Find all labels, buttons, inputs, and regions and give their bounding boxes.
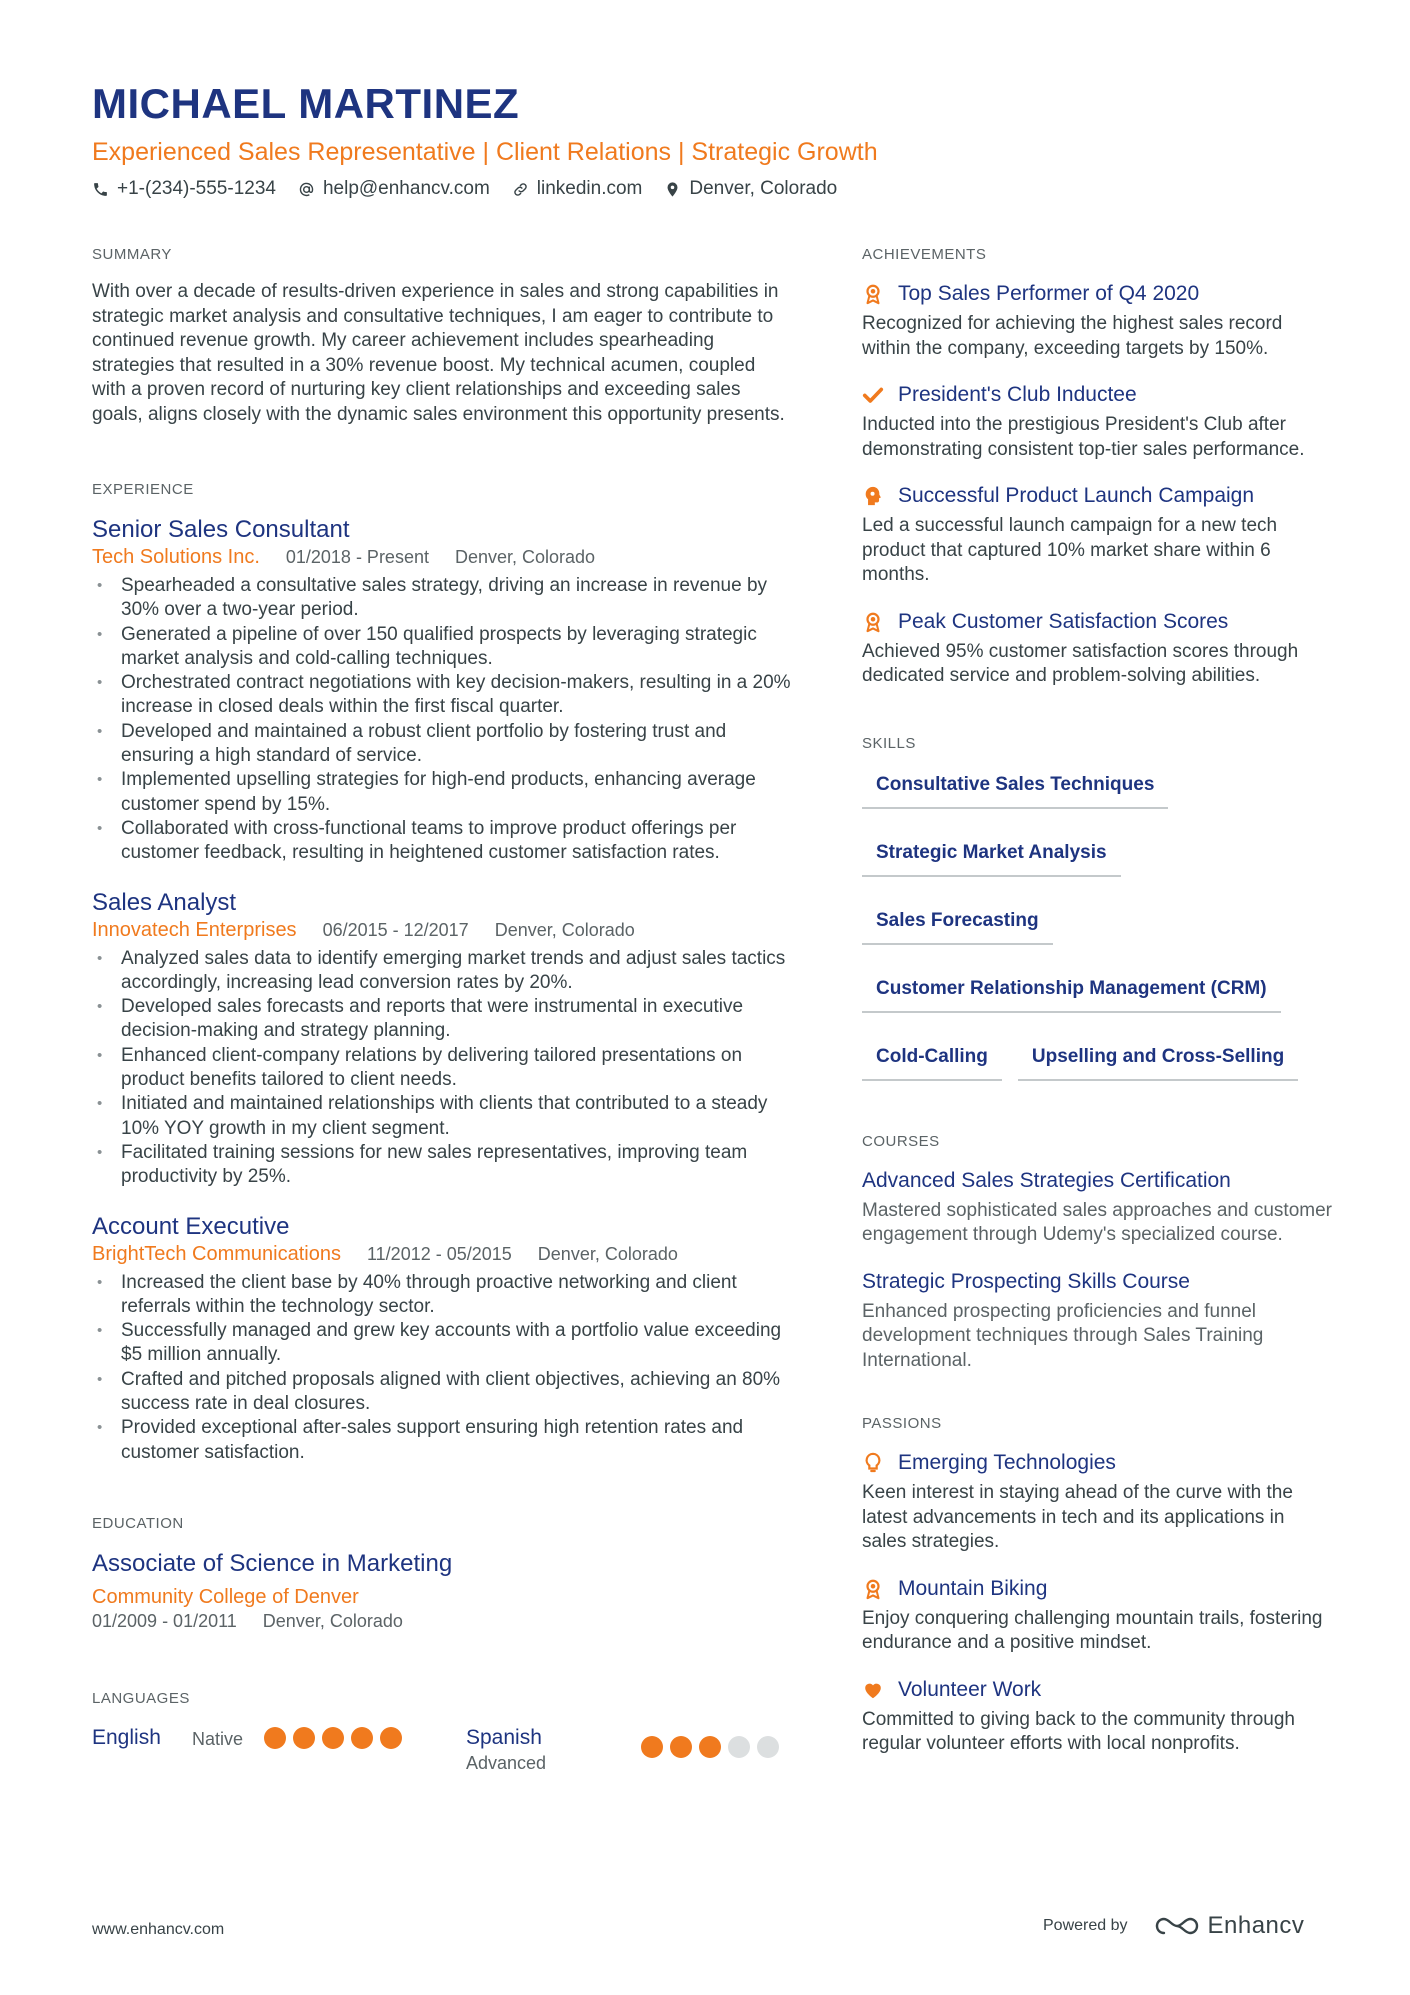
heart-icon — [862, 1679, 884, 1701]
skill-tag: Consultative Sales Techniques — [862, 769, 1168, 809]
location-pin-icon — [664, 181, 681, 198]
skill-tag: Customer Relationship Management (CRM) — [862, 973, 1281, 1013]
skill-tag: Upselling and Cross-Selling — [1018, 1041, 1298, 1081]
achievement-title: Top Sales Performer of Q4 2020 — [898, 282, 1200, 305]
skills-heading: SKILLS — [862, 734, 916, 752]
passion-desc: Keen interest in staying ahead of the curve with the latest advancements in tech and its applications in sales strategies. — [862, 1482, 1293, 1552]
contact-location — [664, 178, 837, 200]
passions-heading: PASSIONS — [862, 1415, 942, 1432]
job-bullet: • Enhanced client-company relations by delivering tailored presentations on product benefits tailored to client needs. — [92, 1044, 792, 1093]
summary-text: With over a decade of results-driven experience in sales and strong capabilities in strategic market analysis and consultative techniques, I am eager to contribute to continued revenue growth. My career achievement includes spearheading strategies that resulted in a 30% revenue boost. My technical acumen, coupled with a proven record of nurturing key client relationships and exceeding sales goals, aligns closely with the dynamic sales environment this opportunity presents. — [92, 281, 785, 425]
resume-header — [92, 78, 1332, 200]
powered-by-label: Powered by — [1043, 1917, 1128, 1934]
achievement-title-row — [862, 381, 1332, 409]
passion-item — [862, 1449, 1332, 1555]
job-bullet: • Spearheaded a consultative sales strategy, driving an increase in revenue by 30% over a two-year period. — [92, 574, 792, 623]
language-level: Advanced — [466, 1752, 547, 1773]
contact-linkedin-text: linkedin.com — [536, 178, 643, 199]
job-location: Denver, Colorado — [454, 547, 596, 567]
job-bullets — [92, 1271, 792, 1465]
passion-item — [862, 1676, 1332, 1757]
achievement-title: Peak Customer Satisfaction Scores — [898, 609, 1229, 633]
job-bullet: • Increased the client base by 40% through proactive networking and client referrals within the technology sector. — [92, 1271, 792, 1320]
course-title: Advanced Sales Strategies Certification — [862, 1168, 1231, 1192]
skill-tag: Strategic Market Analysis — [862, 837, 1121, 877]
footer-branding — [1043, 1912, 1304, 1940]
rating-dot-filled — [670, 1736, 692, 1758]
checkmark-icon — [862, 384, 884, 406]
job-bullet: • Initiated and maintained relationships with clients that contributed to a steady 10% YOY growth in my client segment. — [92, 1092, 792, 1141]
enhancv-logo[interactable] — [1154, 1912, 1305, 1940]
language-rating — [264, 1727, 402, 1749]
school-name: Community College of Denver — [92, 1585, 359, 1608]
job-company: BrightTech Communications — [92, 1242, 341, 1265]
left-column — [92, 246, 792, 1774]
candidate-name: MICHAEL MARTINEZ — [92, 80, 520, 127]
language-rating — [641, 1736, 779, 1758]
lightbulb-icon — [862, 1452, 884, 1474]
rating-dot-filled — [351, 1727, 373, 1749]
link-icon — [512, 181, 529, 198]
language-level: Native — [192, 1728, 244, 1749]
award-ribbon-icon — [862, 1578, 884, 1600]
experience-section — [92, 481, 792, 1465]
contact-bar — [92, 178, 1332, 200]
phone-icon — [92, 181, 109, 198]
achievements-section — [862, 246, 1332, 689]
job-bullet: • Crafted and pitched proposals aligned with client objectives, achieving an 80% success rate in deal closures. — [92, 1368, 792, 1417]
contact-phone[interactable] — [92, 178, 276, 200]
job-location: Denver, Colorado — [494, 919, 635, 940]
education-location: Denver, Colorado — [262, 1610, 403, 1631]
passion-title-row — [862, 1676, 1332, 1704]
contact-phone-text: +1-(234)-555-1234 — [117, 178, 276, 199]
language-name: English — [92, 1725, 161, 1749]
rating-dot-filled — [641, 1736, 663, 1758]
achievement-item — [862, 381, 1332, 462]
achievement-title-row — [862, 280, 1332, 308]
job-title: Sales Analyst — [92, 888, 237, 916]
achievement-item — [862, 608, 1332, 689]
passion-desc: Enjoy conquering challenging mountain trails, fostering endurance and a positive mindset. — [862, 1607, 1323, 1653]
courses-section — [862, 1133, 1332, 1374]
job-location: Denver, Colorado — [537, 1243, 678, 1264]
passion-title-row — [862, 1575, 1332, 1603]
job-bullets — [92, 947, 792, 1190]
summary-section — [92, 246, 792, 427]
job-bullet: • Generated a pipeline of over 150 qualified prospects by leveraging strategic market analysis and cold-calling techniques. — [92, 623, 792, 672]
summary-heading: SUMMARY — [92, 246, 172, 263]
job-dates: 01/2018 - Present — [285, 547, 429, 567]
degree-title: Associate of Science in Marketing — [92, 1549, 453, 1577]
education-heading: EDUCATION — [92, 1514, 184, 1532]
course-item — [862, 1167, 1332, 1248]
achievement-desc: Recognized for achieving the highest sales record within the company, exceeding targets by 150%. — [862, 313, 1283, 359]
rating-dot-filled — [380, 1727, 402, 1749]
job-title: Senior Sales Consultant — [92, 516, 350, 543]
achievement-desc: Inducted into the prestigious President's Club after demonstrating consistent top-tier sales performance. — [862, 414, 1305, 460]
education-meta — [92, 1610, 792, 1632]
award-ribbon-icon — [862, 283, 884, 305]
achievement-item — [862, 482, 1332, 588]
contact-email-text: help@enhancv.com — [322, 178, 490, 199]
right-column — [862, 246, 1332, 1777]
course-desc: Enhanced prospecting proficiencies and funnel development techniques through Sales Training International. — [862, 1300, 1264, 1371]
job-bullet: • Facilitated training sessions for new sales representatives, improving team productivity by 25%. — [92, 1141, 792, 1190]
contact-location-text: Denver, Colorado — [689, 178, 838, 199]
languages-row — [92, 1724, 792, 1774]
rating-dot-filled — [293, 1727, 315, 1749]
job-bullet: • Developed and maintained a robust client portfolio by fostering trust and ensuring a high standard of service. — [92, 720, 792, 769]
achievement-desc: Led a successful launch campaign for a new tech product that captured 10% market share within 6 months. — [862, 515, 1278, 585]
education-section — [92, 1515, 792, 1632]
passion-desc: Committed to giving back to the community through regular volunteer efforts with local nonprofits. — [862, 1708, 1295, 1754]
job-title: Account Executive — [92, 1212, 290, 1240]
job-entry — [92, 515, 792, 866]
job-bullet: • Provided exceptional after-sales support ensuring high retention rates and customer satisfaction. — [92, 1416, 792, 1465]
job-company: Innovatech Enterprises — [92, 918, 297, 941]
rating-dot-empty — [728, 1736, 750, 1758]
head-idea-icon — [862, 485, 884, 507]
passion-title: Volunteer Work — [898, 1677, 1042, 1701]
rating-dot-filled — [264, 1727, 286, 1749]
job-dates: 06/2015 - 12/2017 — [322, 919, 469, 940]
language-name: Spanish — [466, 1725, 542, 1749]
language-item — [466, 1724, 779, 1774]
achievement-title-row — [862, 608, 1332, 636]
contact-email[interactable] — [298, 178, 490, 200]
footer-website[interactable]: www.enhancv.com — [92, 1921, 225, 1938]
passion-item — [862, 1575, 1332, 1656]
job-meta — [92, 1243, 792, 1265]
courses-heading: COURSES — [862, 1132, 940, 1150]
job-bullet: • Implemented upselling strategies for high-end products, enhancing average customer spend by 15%. — [92, 768, 792, 817]
language-item — [92, 1724, 466, 1752]
course-item — [862, 1268, 1332, 1374]
job-entry — [92, 1212, 792, 1465]
passions-section — [862, 1415, 1332, 1757]
skill-tag: Cold-Calling — [862, 1041, 1002, 1081]
rating-dot-filled — [322, 1727, 344, 1749]
job-meta — [92, 919, 792, 941]
enhancv-brand-text: Enhancv — [1207, 1912, 1305, 1939]
language-label-block — [466, 1724, 641, 1774]
achievement-desc: Achieved 95% customer satisfaction scores through dedicated service and problem-solving abilities. — [862, 640, 1299, 686]
job-bullet: • Successfully managed and grew key accounts with a portfolio value exceeding $5 million annually. — [92, 1319, 792, 1368]
job-bullet: • Analyzed sales data to identify emerging market trends and adjust sales tactics accordingly, increasing lead conversion rates by 20%. — [92, 947, 792, 996]
achievement-title-row — [862, 482, 1332, 510]
passion-title-row — [862, 1449, 1332, 1477]
job-bullet: • Collaborated with cross-functional teams to improve product offerings per customer feedback, resulting in heightened customer satisfaction rates. — [92, 817, 792, 866]
course-title: Strategic Prospecting Skills Course — [862, 1269, 1190, 1293]
languages-section — [92, 1690, 792, 1774]
rating-dot-filled — [699, 1736, 721, 1758]
skills-list — [862, 769, 1332, 1081]
experience-heading: EXPERIENCE — [92, 481, 194, 498]
job-bullet: • Orchestrated contract negotiations with key decision-makers, resulting in a 20% increase in closed deals within the first fiscal quarter. — [92, 671, 792, 720]
contact-linkedin[interactable] — [512, 178, 643, 200]
achievement-title: President's Club Inductee — [898, 383, 1137, 406]
rating-dot-empty — [757, 1736, 779, 1758]
job-bullet: • Developed sales forecasts and reports that were instrumental in executive decision-making and strategy planning. — [92, 995, 792, 1044]
course-desc: Mastered sophisticated sales approaches and customer engagement through Udemy's specialized course. — [862, 1199, 1332, 1245]
education-dates: 01/2009 - 01/2011 — [92, 1610, 237, 1631]
job-company: Tech Solutions Inc. — [92, 546, 260, 568]
job-meta — [92, 546, 792, 568]
job-dates: 11/2012 - 05/2015 — [367, 1243, 512, 1264]
skills-section — [862, 735, 1332, 1081]
award-ribbon-icon — [862, 611, 884, 633]
achievement-title: Successful Product Launch Campaign — [898, 484, 1255, 507]
job-entry — [92, 888, 792, 1190]
passion-title: Emerging Technologies — [898, 1451, 1116, 1474]
achievement-item — [862, 280, 1332, 361]
enhancv-logo-icon — [1154, 1914, 1200, 1938]
job-bullets — [92, 574, 792, 866]
passion-title: Mountain Biking — [898, 1576, 1048, 1600]
achievements-heading: ACHIEVEMENTS — [862, 246, 987, 263]
candidate-title: Experienced Sales Representative | Client Relations | Strategic Growth — [92, 138, 878, 166]
at-icon — [298, 181, 315, 198]
languages-heading: LANGUAGES — [92, 1689, 190, 1707]
skill-tag: Sales Forecasting — [862, 905, 1053, 945]
